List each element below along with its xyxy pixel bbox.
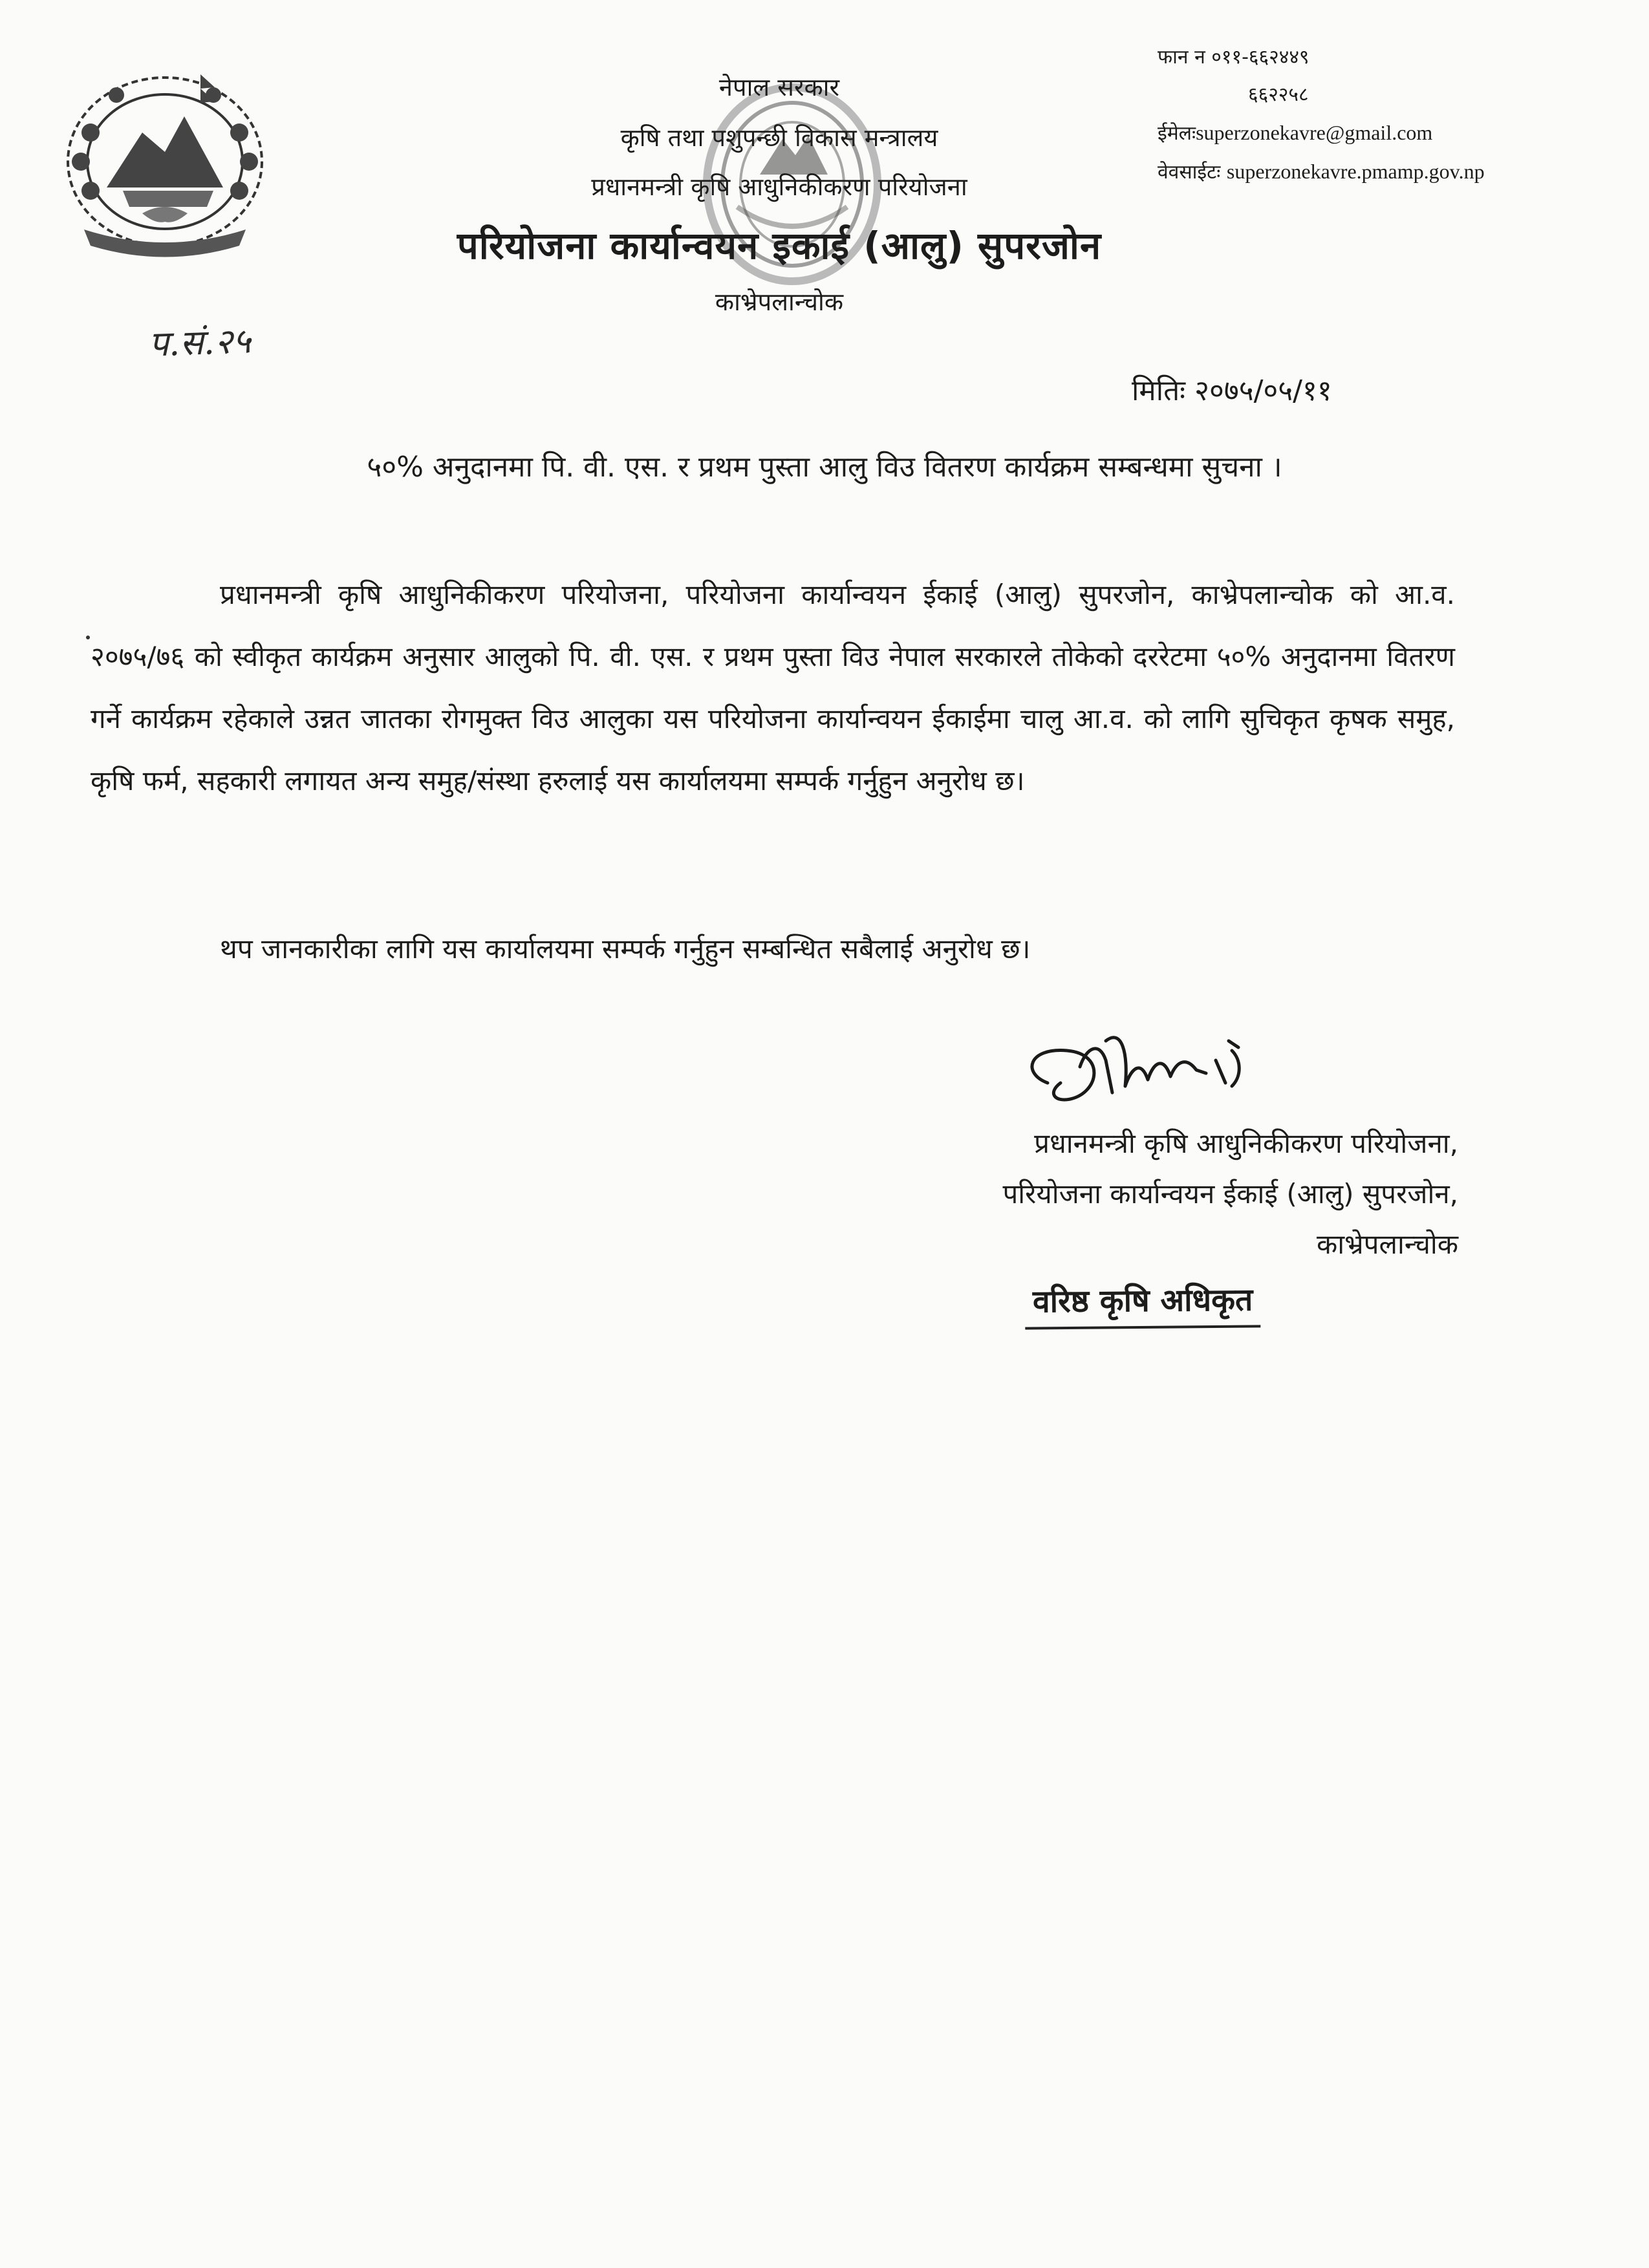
- signoff-district: काभ्रेपलान्चोक: [1316, 1228, 1458, 1260]
- signoff-block: [1002, 1118, 1458, 1270]
- body-paragraph-2: थप जानकारीका लागि यस कार्यालयमा सम्पर्क गर्नुहुन सम्बन्धित सबैलाई अनुरोध छ।: [220, 933, 1031, 965]
- email-label: ईमेलः: [1158, 122, 1196, 145]
- email-address: superzonekavre@gmail.com: [1196, 121, 1433, 144]
- phone-number-1: ०११-६६२४४९: [1211, 46, 1310, 69]
- unit-name: परियोजना कार्यान्वयन इकाई (आलु) सुपरजोन: [457, 224, 1102, 268]
- website-address: superzonekavre.pmamp.gov.np: [1226, 160, 1485, 183]
- signoff-project: प्रधानमन्त्री कृषि आधुनिकीकरण परियोजना,: [1034, 1128, 1458, 1159]
- email-line: [1158, 114, 1485, 153]
- district-name: काभ्रेपलान्चोक: [715, 288, 844, 316]
- date-value: २०७५/०५/११: [1194, 374, 1332, 407]
- notice-subject: ५०% अनुदानमा पि. वी. एस. र प्रथम पुस्ता आलु विउ वितरण कार्यक्रम सम्बन्धमा सुचना ।: [367, 451, 1282, 484]
- government-name: नेपाल सरकार: [718, 73, 840, 102]
- phone-line: [1158, 39, 1485, 76]
- phone-label: फान न: [1158, 46, 1205, 69]
- signoff-unit: परियोजना कार्यान्वयन ईकाई (आलु) सुपरजोन,: [1002, 1178, 1458, 1210]
- reference-number: प.सं.२५: [148, 320, 252, 365]
- office-seal-icon: [698, 78, 886, 291]
- phone-number-2: ६६२२५८: [1248, 83, 1309, 106]
- website-line: [1158, 153, 1485, 191]
- ministry-name: कृषि तथा पशुपन्छी विकास मन्त्रालय: [620, 123, 938, 152]
- designation-stamp: वरिष्ठ कृषि अधिकृत: [1025, 1278, 1261, 1329]
- scan-speck: [86, 636, 90, 639]
- project-name: प्रधानमन्त्री कृषि आधुनिकीकरण परियोजना: [591, 173, 967, 201]
- date-label: मितिः: [1132, 374, 1186, 407]
- date-line: [1132, 370, 1332, 409]
- website-label: वेवसाईटः: [1158, 161, 1221, 184]
- contact-block: [1158, 39, 1485, 191]
- body-paragraph-1: प्रधानमन्त्री कृषि आधुनिकीकरण परियोजना, परियोजना कार्यान्वयन ईकाई (आलु) सुपरजोन, काभ्रेपलान्चोक को आ.व. २०७५/७६ को स्वीकृत कार्यक्रम अनुसार आलुको पि. वी. एस. र प्रथम पुस्ता विउ नेपाल सरकारले तोकेको दररेटमा ५०% अनुदानमा वितरण गर्ने कार्यक्रम रहेकाले उन्नत जातका रोगमुक्त विउ आलुका यस परियोजना कार्यान्वयन ईकाईमा चालु आ.व. को लागि सुचिकृत कृषक समुह, कृषि फर्म, सहकारी लगायत अन्य समुह/संस्था हरुलाई यस कार्यालयमा सम्पर्क गर्नुहुन अनुरोध छ।: [91, 579, 1455, 797]
